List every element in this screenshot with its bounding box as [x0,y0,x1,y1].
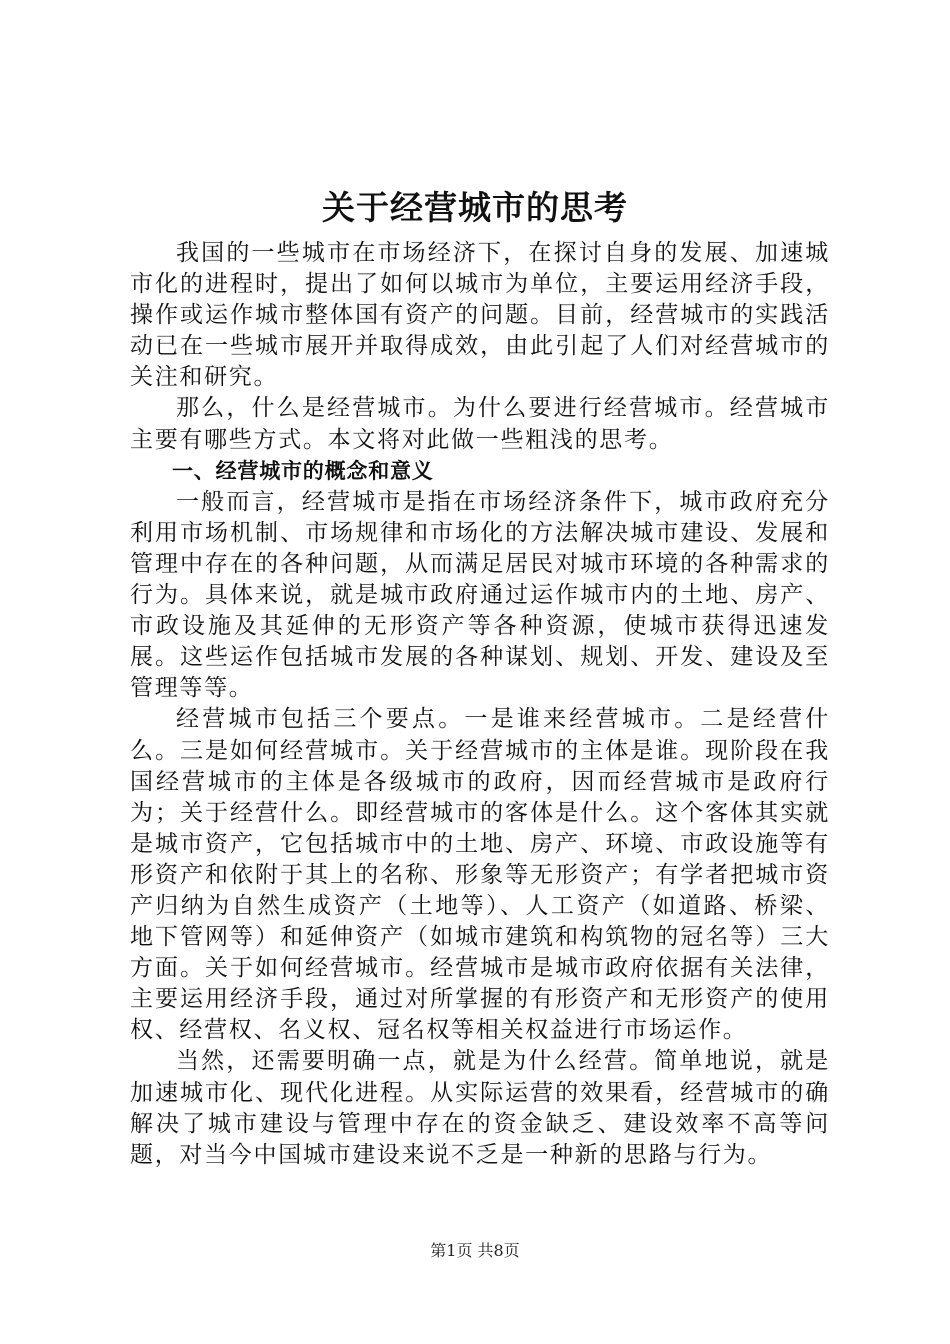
document-body [130,238,830,1171]
paragraph-definition: 一般而言，经营城市是指在市场经济条件下，城市政府充分利用市场机制、市场规律和市场化的方法解决城市建设、发展和管理中存在的各种问题，从而满足居民对城市环境的各种需求的行为。具体来说，就是城市政府通过运作城市内的土地、房产、市政设施及其延伸的无形资产等各种资源，使城市获得迅速发展。这些运作包括城市发展的各种谋划、规划、开发、建设及至管理等等。 [130,488,830,702]
document-title: 关于经营城市的思考 [322,188,628,227]
section-heading: 一、经营城市的概念和意义 [172,458,434,483]
paragraph-key-points: 经营城市包括三个要点。一是谁来经营城市。二是经营什么。三是如何经营城市。关于经营城市的主体是谁。现阶段在我国经营城市的主体是各级城市的政府，因而经营城市是政府行为；关于经营什么。即经营城市的客体是什么。这个客体其实就是城市资产，它包括城市中的土地、房产、环境、市政设施等有形资产和依附于其上的名称、形象等无形资产；有学者把城市资产归纳为自然生成资产（土地等）、人工资产（如道路、桥梁、地下管网等）和延伸资产（如城市建筑和构筑物的冠名等）三大方面。关于如何经营城市。经营城市是城市政府依据有关法律，主要运用经济手段，通过对所掌握的有形资产和无形资产的使用权、经营权、名义权、冠名权等相关权益进行市场运作。 [130,706,830,1044]
paragraph-purpose: 当然，还需要明确一点，就是为什么经营。简单地说，就是加速城市化、现代化进程。从实际运营的效果看，经营城市的确解决了城市建设与管理中存在的资金缺乏、建设效率不高等问题，对当今中国城市建设来说不乏是一种新的思路与行为。 [130,1048,830,1168]
page-number-footer: 第1页 共8页 [430,1241,520,1260]
paragraph-intro-2: 那么，什么是经营城市。为什么要进行经营城市。经营城市主要有哪些方式。本文将对此做一些粗浅的思考。 [130,395,830,453]
paragraph-intro-1: 我国的一些城市在市场经济下，在探讨自身的发展、加速城市化的进程时，提出了如何以城市为单位，主要运用经济手段，操作或运作城市整体国有资产的问题。目前，经营城市的实践活动已在一些城市展开并取得成效，由此引起了人们对经营城市的关注和研究。 [130,240,830,391]
